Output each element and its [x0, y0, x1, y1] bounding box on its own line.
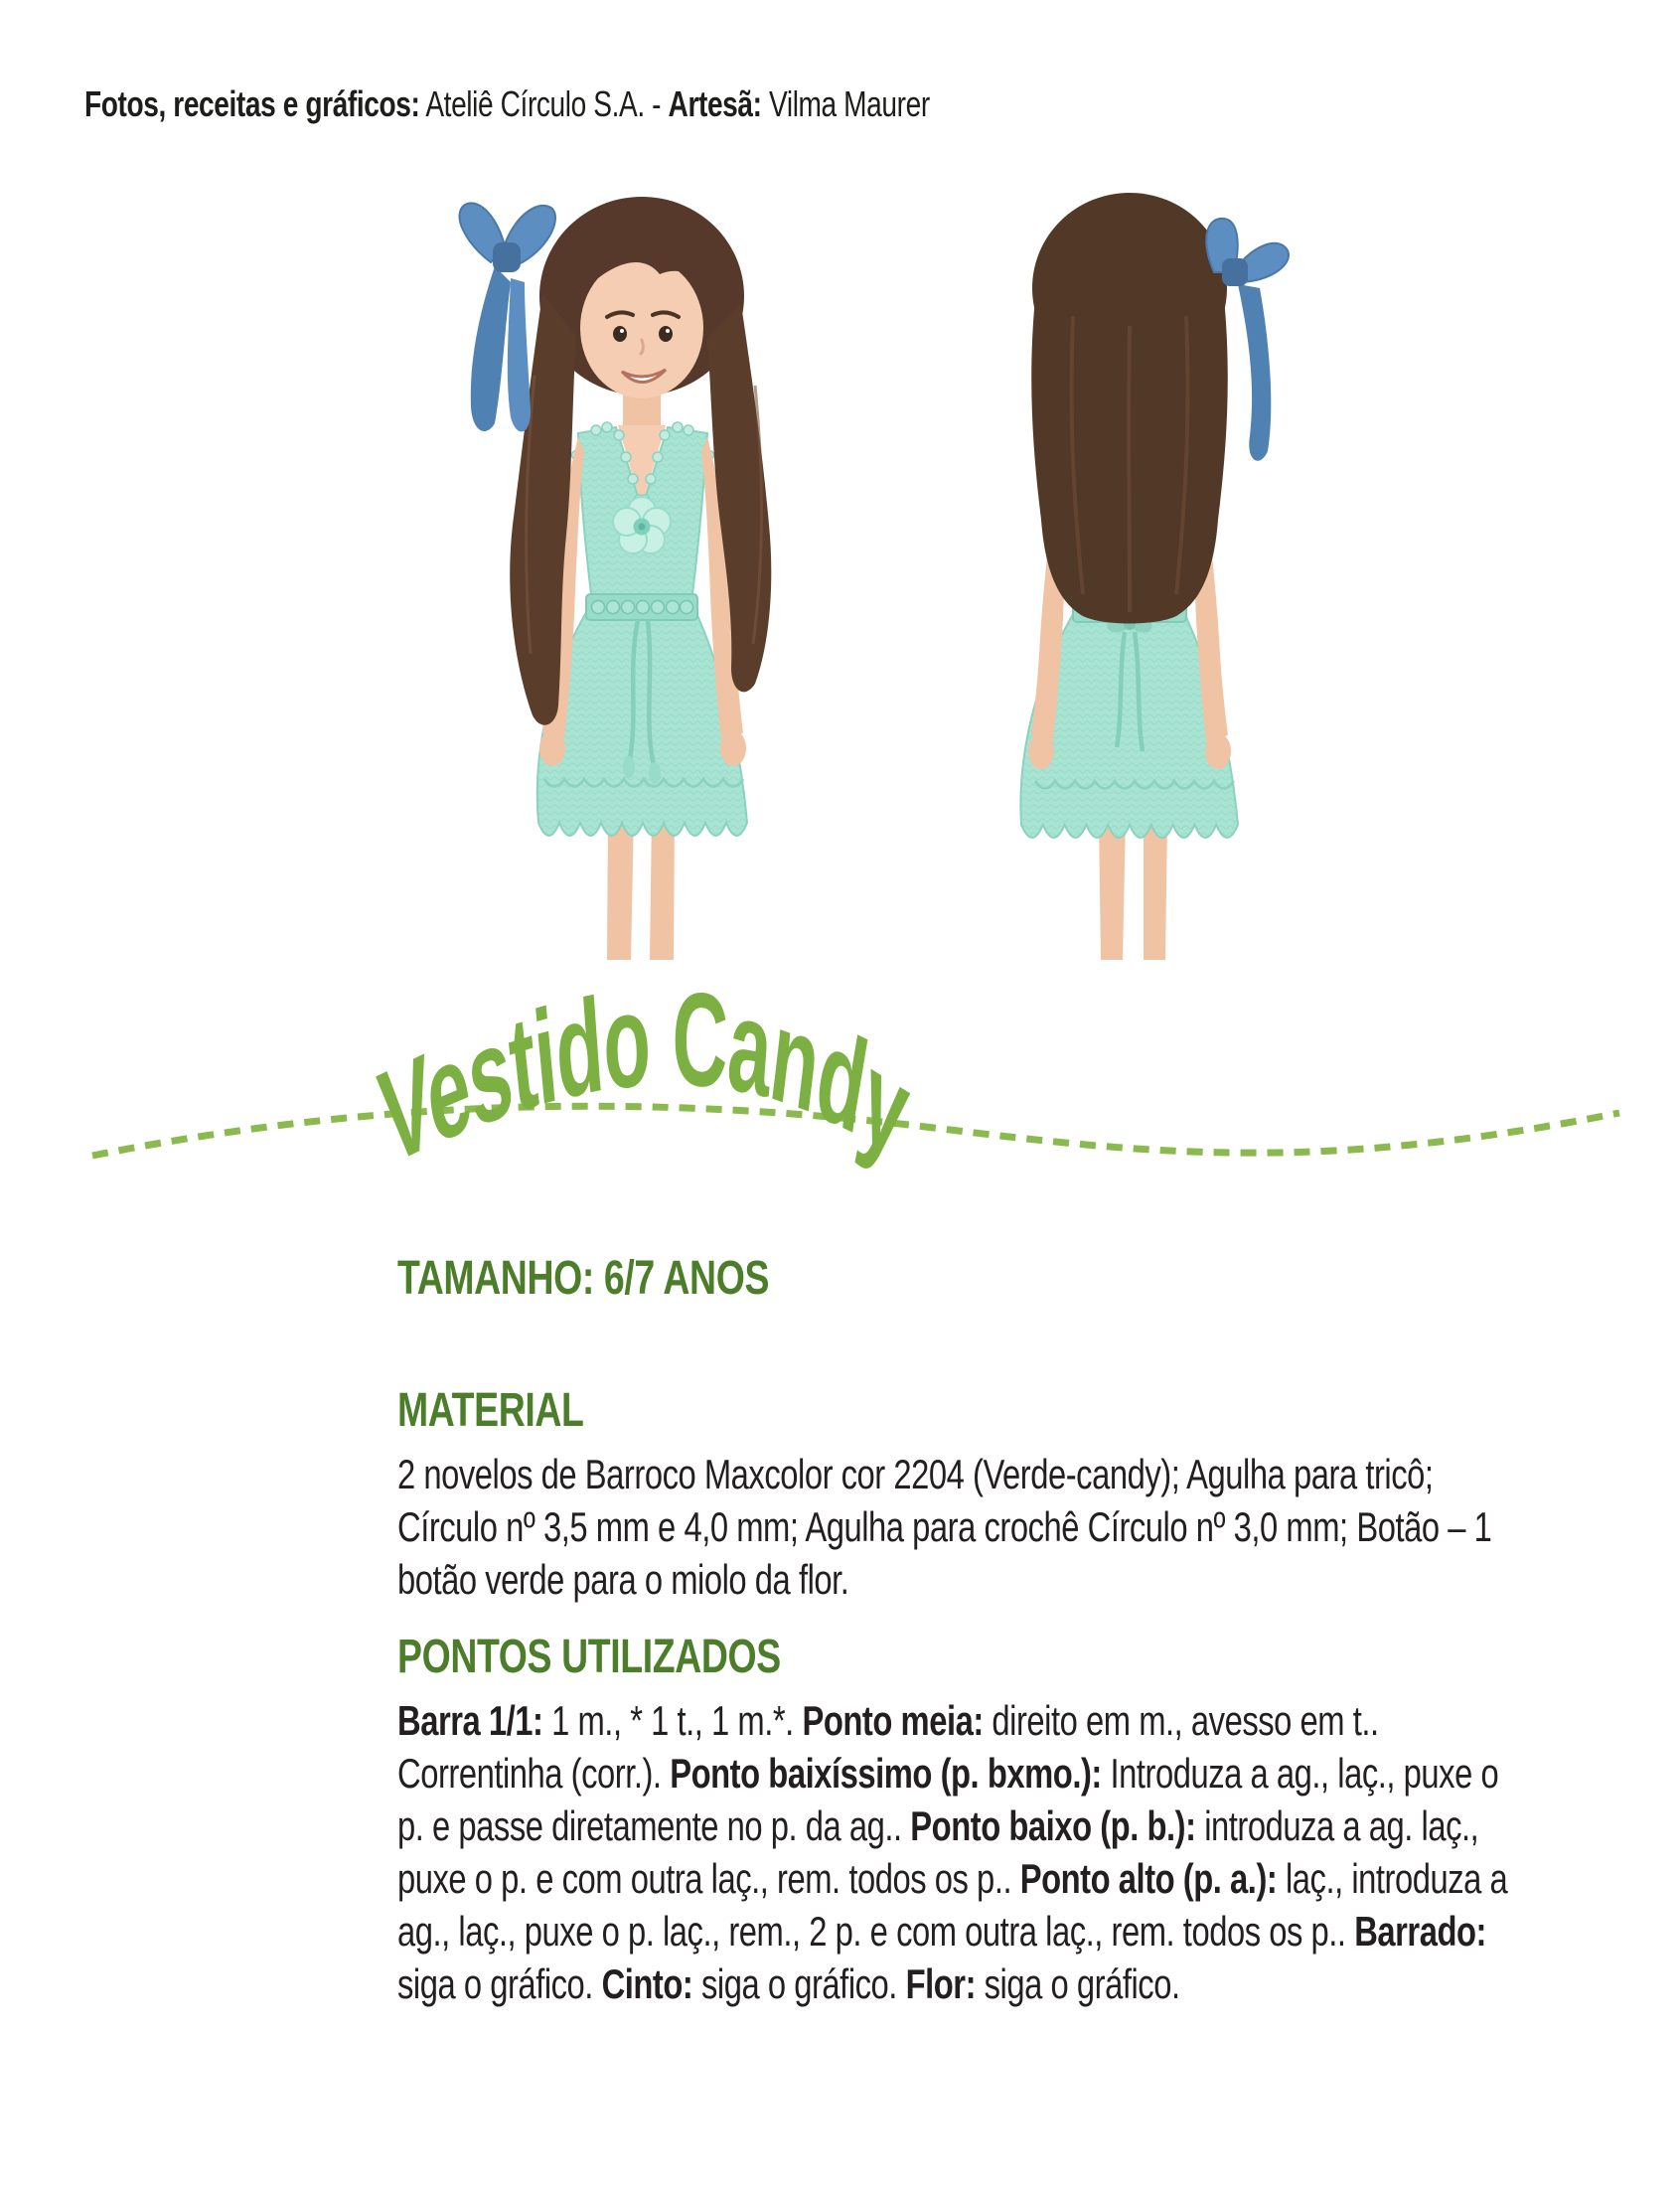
page-title: Vestido Candy — [371, 964, 920, 1193]
stitch-description: laç., introduza a ag., laç., puxe o p. laç., rem., 2 p. e com outra laç., rem. todos os p.. — [397, 1855, 1508, 1955]
girl-back-hair — [1031, 193, 1228, 624]
stitch-term: Flor: — [905, 1960, 977, 2007]
material-heading: MATERIAL — [397, 1384, 584, 1437]
stitch-description: introduza a ag. laç., puxe o p. e com outra laç., rem. todos os p.. — [397, 1802, 1479, 1902]
photo-girl-front — [427, 177, 835, 960]
girl-front-illustration — [427, 177, 835, 960]
girl-front-legs — [607, 813, 675, 960]
girl-back-illustration — [924, 177, 1336, 960]
credit-artisan-label: Artesã: — [668, 83, 762, 124]
svg-text:Vestido Candy — [371, 964, 920, 1193]
stitches-text — [397, 1694, 1525, 2010]
stitch-description: siga o gráfico. — [692, 1960, 906, 2007]
stitch-term: Barra 1/1: — [397, 1697, 543, 1744]
stitch-description: Introduza a ag., laç., puxe o p. e passe diretamente no p. da ag.. — [397, 1750, 1499, 1849]
pattern-content — [397, 1237, 1525, 2010]
stitch-term: Cinto: — [601, 1960, 693, 2007]
credit-artisan-value: Vilma Maurer — [761, 83, 930, 124]
stitch-description: siga o gráfico. — [397, 1960, 602, 2007]
stitch-term: Barrado: — [1354, 1908, 1486, 1955]
stitch-description: siga o gráfico. — [976, 1960, 1180, 2007]
stitch-term: Ponto meia: — [802, 1697, 984, 1744]
size-heading: TAMANHO: 6/7 ANOS — [397, 1252, 770, 1305]
credit-photos-label: Fotos, receitas e gráficos: — [84, 83, 420, 124]
material-text: 2 novelos de Barroco Maxcolor cor 2204 (Verde-candy); Agulha para tricô; Círculo nº 3,5 mm e 4,0 mm; Agulha para crochê Círculo nº 3,0 mm; Botão – 1 botão verde para o miolo da flor. — [397, 1451, 1492, 1603]
credit-photos-value: Ateliê Círculo S.A. - — [419, 83, 669, 124]
stitch-description: direito em m., avesso em t.. Correntinha (corr.). — [397, 1697, 1379, 1797]
stitch-description: 1 m., * 1 t., 1 m.*. — [542, 1697, 803, 1744]
girl-back-legs — [1099, 818, 1167, 960]
photo-girl-back — [924, 177, 1336, 960]
credit-line — [84, 83, 930, 125]
stitch-term: Ponto baixo (p. b.): — [910, 1802, 1196, 1849]
stitch-term: Ponto alto (p. a.): — [1019, 1855, 1278, 1902]
stitch-term: Ponto baixíssimo (p. bxmo.): — [670, 1750, 1102, 1797]
stitches-heading: PONTOS UTILIZADOS — [397, 1631, 781, 1683]
